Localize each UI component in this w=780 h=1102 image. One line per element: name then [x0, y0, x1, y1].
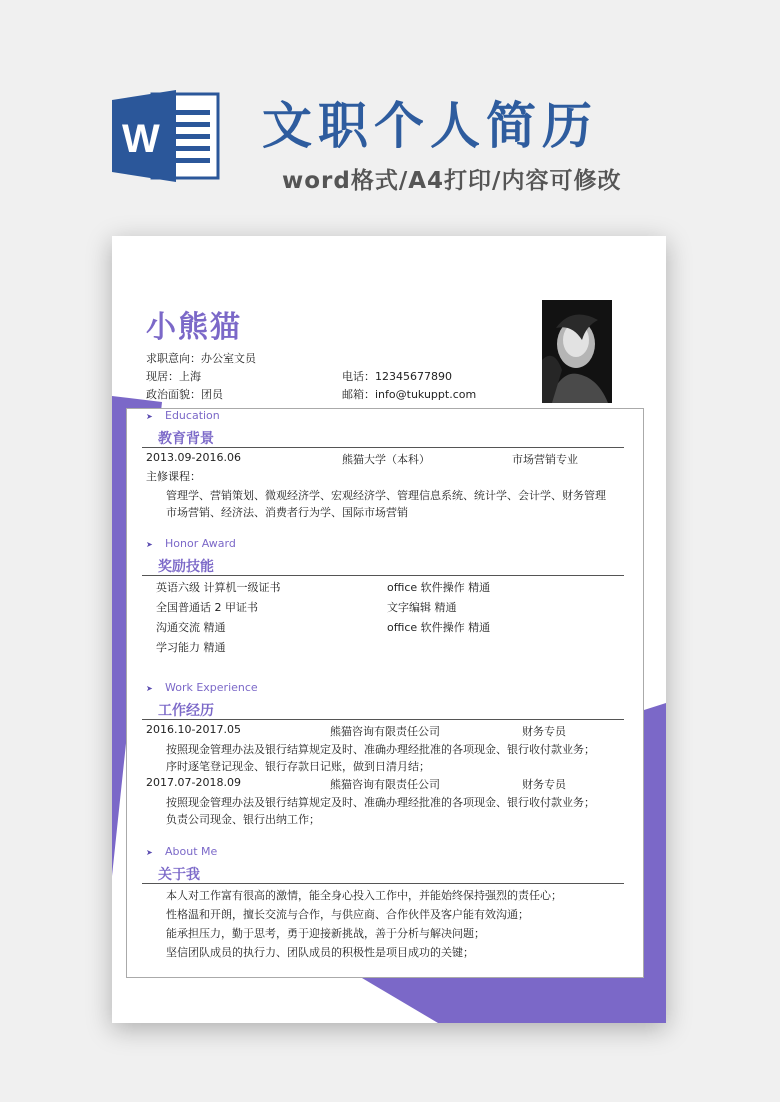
education-school: 熊猫大学（本科）: [342, 453, 430, 466]
resume-page: [112, 236, 666, 1023]
job-1-company: 熊猫咨询有限责任公司: [330, 725, 440, 738]
courses-line-1: 管理学、营销策划、微观经济学、宏观经济学、管理信息系统、统计学、会计学、财务管理: [166, 489, 606, 502]
divider: [142, 575, 624, 576]
job-1-duty-2: 序时逐笔登记现金、银行存款日记账，做到日清月结；: [166, 760, 430, 773]
skill-right-1: office 软件操作 精通: [387, 581, 491, 594]
courses-line-2: 市场营销、经济法、消费者行为学、国际市场营销: [166, 506, 408, 519]
about-title-cn: 关于我: [158, 867, 200, 883]
arrow-right-icon: ➤: [146, 412, 153, 421]
residence: 现居：上海: [146, 370, 201, 383]
banner-subtitle: word格式/A4打印/内容可修改: [282, 168, 622, 194]
work-title-en: Work Experience: [165, 681, 258, 694]
divider: [142, 447, 624, 448]
job-1-duty-1: 按照现金管理办法及银行结算规定及时、准确办理经批准的各项现金、银行收付款业务；: [166, 743, 595, 756]
skill-right-2: 文字编辑 精通: [387, 601, 457, 614]
education-major: 市场营销专业: [512, 453, 578, 466]
work-title-cn: 工作经历: [158, 703, 214, 719]
education-title-en: Education: [165, 409, 220, 422]
about-line-1: 本人对工作富有很高的激情，能全身心投入工作中，并能始终保持强烈的责任心；: [166, 889, 562, 902]
job-2-duty-1: 按照现金管理办法及银行结算规定及时、准确办理经批准的各项现金、银行收付款业务；: [166, 796, 595, 809]
job-2-period: 2017.07-2018.09: [146, 776, 241, 789]
word-logo-letter: W: [122, 117, 160, 161]
job-intention: 求职意向：办公室文员: [146, 352, 256, 365]
skill-left-2: 全国普通话 2 甲证书: [156, 601, 258, 614]
profile-photo: [542, 300, 612, 403]
arrow-right-icon: ➤: [146, 848, 153, 857]
skill-right-3: office 软件操作 精通: [387, 621, 491, 634]
word-icon: [112, 86, 222, 186]
arrow-right-icon: ➤: [146, 540, 153, 549]
honor-title-cn: 奖励技能: [158, 559, 214, 575]
job-1-period: 2016.10-2017.05: [146, 723, 241, 736]
skill-left-3: 沟通交流 精通: [156, 621, 226, 634]
honor-title-en: Honor Award: [165, 537, 236, 550]
about-line-4: 坚信团队成员的执行力、团队成员的积极性是项目成功的关键；: [166, 946, 474, 959]
candidate-name: 小熊猫: [146, 310, 242, 345]
courses-label: 主修课程：: [146, 470, 201, 483]
banner-title: 文职个人简历: [262, 97, 598, 155]
education-title-cn: 教育背景: [158, 431, 214, 447]
job-2-duty-2: 负责公司现金、银行出纳工作；: [166, 813, 320, 826]
about-title-en: About Me: [165, 845, 218, 858]
skill-left-4: 学习能力 精通: [156, 641, 226, 654]
education-period: 2013.09-2016.06: [146, 451, 241, 464]
divider: [142, 883, 624, 884]
job-1-role: 财务专员: [522, 725, 566, 738]
political-status: 政治面貌：团员: [146, 388, 223, 401]
about-line-2: 性格温和开朗，擅长交流与合作，与供应商、合作伙伴及客户能有效沟通；: [166, 908, 529, 921]
divider: [142, 719, 624, 720]
job-2-company: 熊猫咨询有限责任公司: [330, 778, 440, 791]
phone: 电话：12345677890: [342, 370, 452, 383]
arrow-right-icon: ➤: [146, 684, 153, 693]
job-2-role: 财务专员: [522, 778, 566, 791]
skill-left-1: 英语六级 计算机一级证书: [156, 581, 281, 594]
email: 邮箱：info@tukuppt.com: [342, 388, 477, 401]
about-line-3: 能承担压力，勤于思考，勇于迎接新挑战，善于分析与解决问题；: [166, 927, 485, 940]
